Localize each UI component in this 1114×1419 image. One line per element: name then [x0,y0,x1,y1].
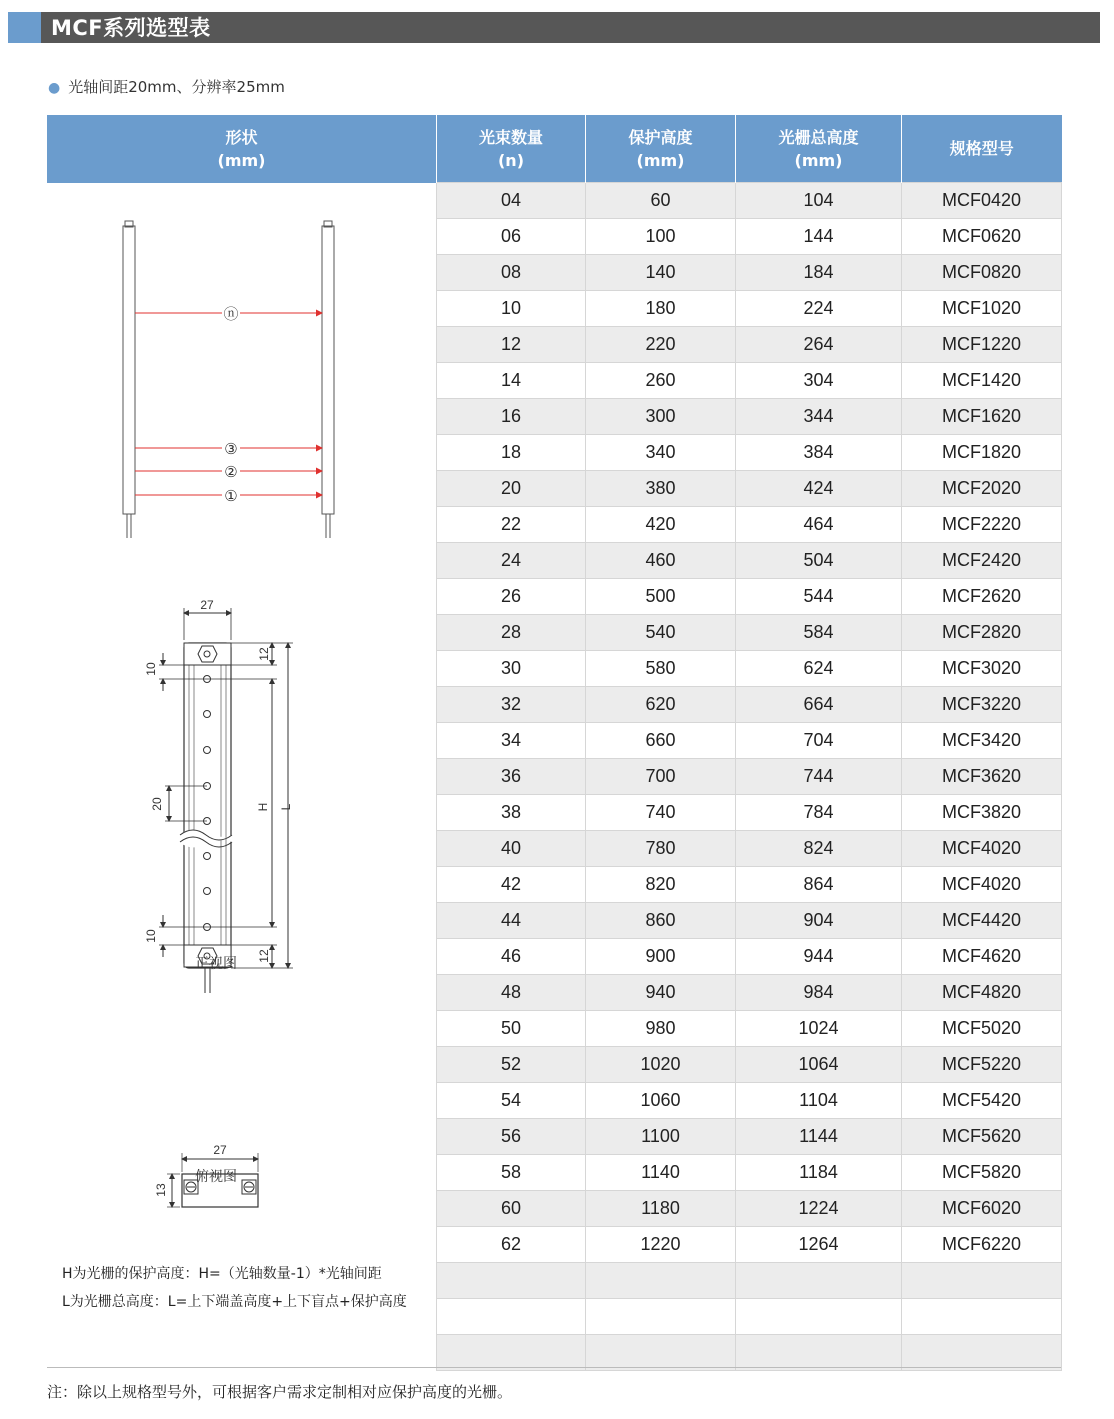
cell-protect-height: 1060 [586,1083,736,1119]
cell-protect-height: 940 [586,975,736,1011]
cell-beam-count: 04 [437,183,586,219]
front-view-caption: 正视图 [195,954,237,971]
cell-protect-height: 740 [586,795,736,831]
table-row [47,183,1062,219]
cell-beam-count: 58 [437,1155,586,1191]
cell-model: MCF4820 [902,975,1062,1011]
cell-protect-height: 660 [586,723,736,759]
cell-protect-height: 1140 [586,1155,736,1191]
cell-model: MCF1020 [902,291,1062,327]
cell-total-height: 1104 [736,1083,902,1119]
spec-bullet-text: 光轴间距20mm、分辨率25mm [68,78,285,96]
cell-protect-height: 860 [586,903,736,939]
selection-table-wrap [47,115,1062,1371]
cell-protect-height: 540 [586,615,736,651]
cell-beam-count [437,1263,586,1299]
cell-protect-height [586,1263,736,1299]
cell-total-height: 104 [736,183,902,219]
header-protect-height: 保护高度 (mm) [586,115,736,183]
dim-bottom-cap: 12 [257,948,271,963]
cell-beam-count: 44 [437,903,586,939]
shape-drawing-svg [47,183,436,1364]
cell-beam-count: 32 [437,687,586,723]
beam-label-1: ① [224,487,238,505]
cell-protect-height: 140 [586,255,736,291]
cell-protect-height: 700 [586,759,736,795]
cell-model: MCF4420 [902,903,1062,939]
spec-bullet [48,76,285,97]
cell-beam-count: 36 [437,759,586,795]
cell-total-height: 304 [736,363,902,399]
cell-beam-count: 54 [437,1083,586,1119]
cell-protect-height: 500 [586,579,736,615]
cell-protect-height: 820 [586,867,736,903]
cell-beam-count: 34 [437,723,586,759]
cell-beam-count: 46 [437,939,586,975]
l-definition-note: L为光栅总高度：L=上下端盖高度+上下盲点+保护高度 [62,1293,407,1310]
cell-protect-height: 420 [586,507,736,543]
header-beam-count: 光束数量 (n) [437,115,586,183]
cell-protect-height: 460 [586,543,736,579]
cell-total-height: 1064 [736,1047,902,1083]
cell-total-height: 1024 [736,1011,902,1047]
cell-model: MCF2220 [902,507,1062,543]
page-title: MCF系列选型表 [51,16,211,40]
cell-total-height: 1224 [736,1191,902,1227]
cell-total-height: 344 [736,399,902,435]
cell-total-height: 984 [736,975,902,1011]
cell-protect-height: 620 [586,687,736,723]
cell-total-height: 1184 [736,1155,902,1191]
cell-total-height: 544 [736,579,902,615]
cell-total-height: 624 [736,651,902,687]
cell-protect-height: 1180 [586,1191,736,1227]
cell-beam-count: 20 [437,471,586,507]
cell-model: MCF0620 [902,219,1062,255]
cell-total-height: 504 [736,543,902,579]
beam-label-3: ③ [224,440,238,458]
cell-total-height: 704 [736,723,902,759]
cell-total-height [736,1335,902,1371]
beam-label-n: ⓝ [223,305,239,323]
cell-beam-count: 24 [437,543,586,579]
cell-protect-height: 180 [586,291,736,327]
cell-total-height: 424 [736,471,902,507]
cell-model: MCF5020 [902,1011,1062,1047]
cell-beam-count [437,1335,586,1371]
cell-model: MCF1620 [902,399,1062,435]
h-definition-note: H为光栅的保护高度：H=（光轴数量-1）*光轴间距 [62,1265,382,1282]
top-view-dim-height: 13 [154,1182,168,1197]
cell-model: MCF1820 [902,435,1062,471]
cell-model: MCF5620 [902,1119,1062,1155]
cell-protect-height: 260 [586,363,736,399]
cell-beam-count: 38 [437,795,586,831]
cell-total-height: 864 [736,867,902,903]
cell-model: MCF2420 [902,543,1062,579]
header-shape: 形状 (mm) [47,115,437,183]
footer-note: 注：除以上规格型号外，可根据客户需求定制相对应保护高度的光栅。 [47,1383,513,1401]
header-model: 规格型号 [902,115,1062,183]
cell-beam-count: 56 [437,1119,586,1155]
cell-beam-count [437,1299,586,1335]
cell-beam-count: 42 [437,867,586,903]
cell-total-height [736,1263,902,1299]
shape-cell [47,183,437,1371]
cell-model: MCF2020 [902,471,1062,507]
cell-protect-height [586,1335,736,1371]
cell-protect-height: 980 [586,1011,736,1047]
dim-l: L [279,803,293,810]
cell-protect-height: 780 [586,831,736,867]
shape-drawings [47,183,436,1364]
cell-protect-height: 220 [586,327,736,363]
cell-model [902,1263,1062,1299]
cell-total-height: 144 [736,219,902,255]
cell-model: MCF5820 [902,1155,1062,1191]
cell-beam-count: 26 [437,579,586,615]
cell-total-height: 264 [736,327,902,363]
title-accent [8,12,41,43]
cell-model: MCF3020 [902,651,1062,687]
beam-label-2: ② [224,463,238,481]
cell-beam-count: 22 [437,507,586,543]
cell-total-height: 584 [736,615,902,651]
cell-beam-count: 10 [437,291,586,327]
cell-model: MCF4020 [902,831,1062,867]
cell-beam-count: 12 [437,327,586,363]
cell-total-height: 744 [736,759,902,795]
cell-protect-height: 900 [586,939,736,975]
cell-protect-height: 100 [586,219,736,255]
cell-protect-height: 380 [586,471,736,507]
cell-protect-height: 1220 [586,1227,736,1263]
header-total-height: 光栅总高度 (mm) [736,115,902,183]
bullet-dot-icon: ● [48,80,61,96]
cell-model: MCF1420 [902,363,1062,399]
cell-beam-count: 08 [437,255,586,291]
dim-blind-top: 10 [144,661,158,676]
cell-protect-height: 1020 [586,1047,736,1083]
cell-total-height: 824 [736,831,902,867]
cell-total-height: 384 [736,435,902,471]
cell-beam-count: 50 [437,1011,586,1047]
dim-top-cap: 12 [257,646,271,661]
cell-total-height: 904 [736,903,902,939]
cell-beam-count: 14 [437,363,586,399]
cell-model: MCF0420 [902,183,1062,219]
cell-beam-count: 62 [437,1227,586,1263]
cell-beam-count: 18 [437,435,586,471]
cell-protect-height: 60 [586,183,736,219]
cell-model: MCF1220 [902,327,1062,363]
cell-model: MCF5420 [902,1083,1062,1119]
cell-beam-count: 40 [437,831,586,867]
cell-total-height: 1144 [736,1119,902,1155]
cell-total-height [736,1299,902,1335]
cell-model: MCF3620 [902,759,1062,795]
cell-total-height: 1264 [736,1227,902,1263]
dim-h: H [256,802,270,811]
cell-model: MCF6020 [902,1191,1062,1227]
cell-model: MCF6220 [902,1227,1062,1263]
top-view-dim-width: 27 [213,1142,227,1157]
dim-blind-bottom: 10 [144,928,158,943]
cell-beam-count: 28 [437,615,586,651]
cell-total-height: 784 [736,795,902,831]
cell-protect-height: 1100 [586,1119,736,1155]
cell-total-height: 464 [736,507,902,543]
cell-model: MCF5220 [902,1047,1062,1083]
cell-protect-height: 580 [586,651,736,687]
cell-beam-count: 48 [437,975,586,1011]
cell-beam-count: 16 [437,399,586,435]
light-curtain-schematic [123,221,334,538]
cell-model: MCF4620 [902,939,1062,975]
cell-model: MCF4020 [902,867,1062,903]
dim-pitch: 20 [150,796,164,811]
cell-model: MCF2620 [902,579,1062,615]
cell-protect-height: 340 [586,435,736,471]
cell-total-height: 184 [736,255,902,291]
cell-beam-count: 60 [437,1191,586,1227]
cell-model: MCF0820 [902,255,1062,291]
cell-model [902,1299,1062,1335]
table-header-row [47,115,1062,183]
cell-model: MCF2820 [902,615,1062,651]
cell-protect-height: 300 [586,399,736,435]
footer-divider [47,1367,1061,1368]
cell-model [902,1335,1062,1371]
cell-total-height: 944 [736,939,902,975]
top-view-caption: 俯视图 [195,1167,237,1184]
cell-model: MCF3420 [902,723,1062,759]
cell-protect-height [586,1299,736,1335]
cell-total-height: 664 [736,687,902,723]
cell-total-height: 224 [736,291,902,327]
dim-width: 27 [200,597,214,612]
front-view-drawing [144,598,293,993]
cell-model: MCF3820 [902,795,1062,831]
cell-model: MCF3220 [902,687,1062,723]
selection-table [47,115,1062,1371]
cell-beam-count: 30 [437,651,586,687]
cell-beam-count: 52 [437,1047,586,1083]
cell-beam-count: 06 [437,219,586,255]
